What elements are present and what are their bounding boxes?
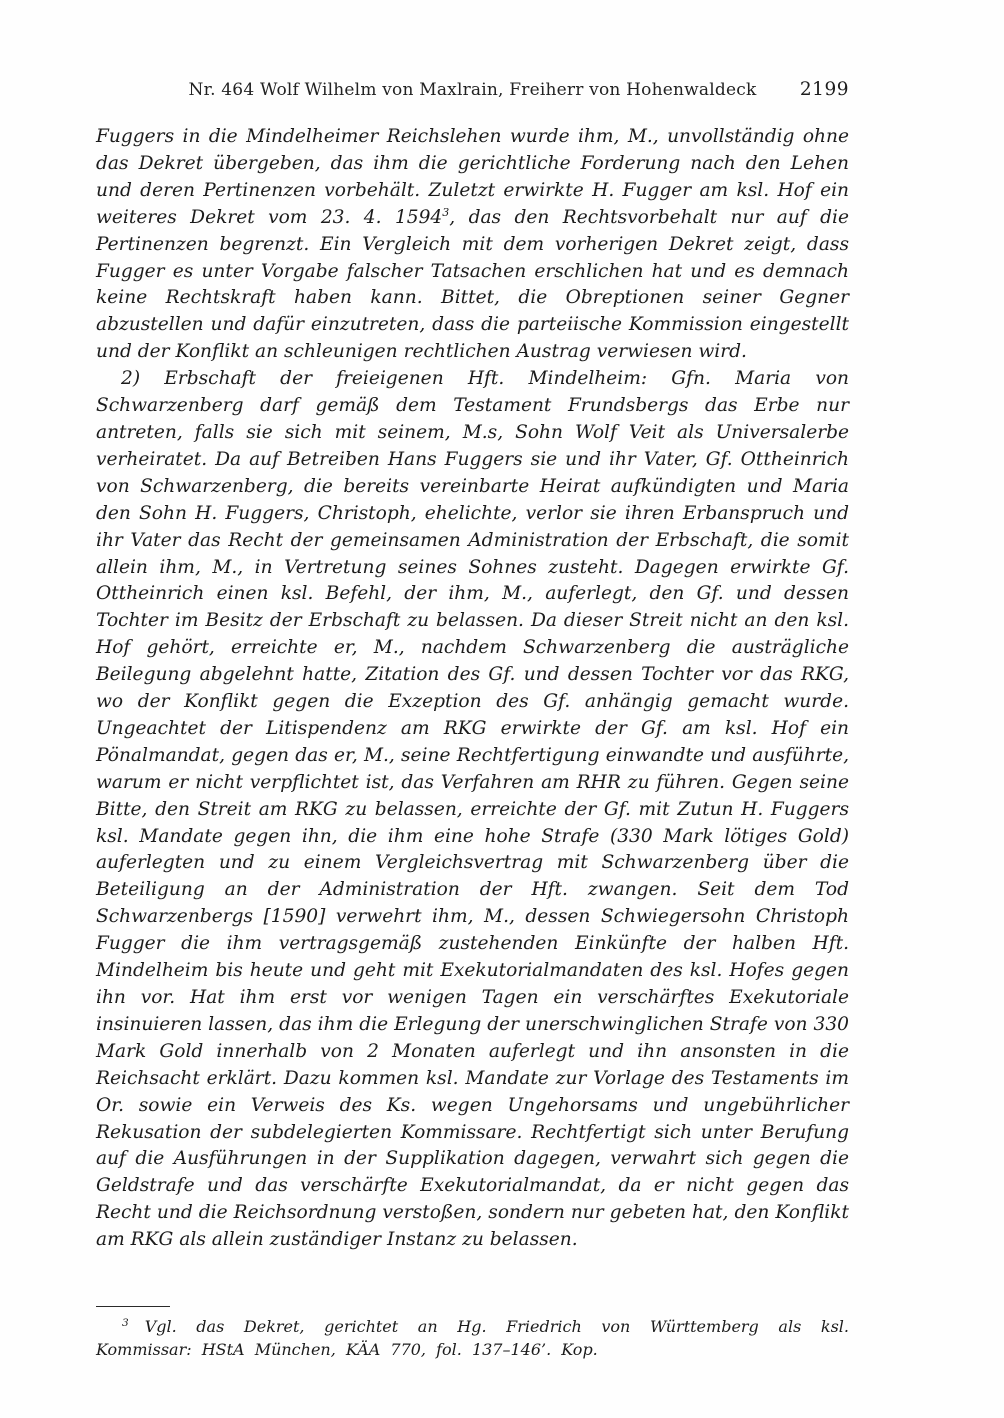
regest-body [96,124,849,1254]
text-column [96,80,849,1362]
footnote-marker: 3 [122,1316,129,1329]
footnote-3 [96,1316,849,1362]
paragraph-1-text-after-note: , das den Rechtsvorbehalt nur auf die Pertinenzen begrenzt. Ein Vergleich mit dem vorherigen Dekret zeigt, dass Fugger es unter Vorgabe falscher Tatsachen erschlichen hat und es demnach keine Rechtskraft haben kann. Bittet, die Obreptionen seiner Gegner abzustellen und dafür einzutreten, dass die parteiische Kommission eingestellt und der Konflikt an schleunigen rechtlichen Austrag verwiesen wird. [96,206,849,363]
running-header [96,80,849,108]
page-number: 2199 [799,79,849,100]
footnote-reference-3: 3 [442,205,450,219]
paragraph-1 [96,124,849,366]
paragraph-2: 2) Erbschaft der freieigenen Hft. Mindelheim: Gfn. Maria von Schwarzenberg darf gemäß dem Testament Frundsbergs das Erbe nur antreten, falls sie sich mit seinem, M.s, Sohn Wolf Veit als Universalerbe verheiratet. Da auf Betreiben Hans Fuggers sie und ihr Vater, Gf. Ottheinrich von Schwarzenberg, die bereits vereinbarte Heirat aufkündigten und Maria den Sohn H. Fuggers, Christoph, ehelichte, verlor sie ihren Erbanspruch und ihr Vater das Recht der gemeinsamen Administration der Erbschaft, die somit allein ihm, M., in Vertretung seines Sohnes zusteht. Dagegen erwirkte Gf. Ottheinrich einen ksl. Befehl, der ihm, M., auferlegt, den Gf. und dessen Tochter im Besitz der Erbschaft zu belassen. Da dieser Streit nicht an den ksl. Hof gehört, erreichte er, M., nachdem Schwarzenberg die austrägliche Beilegung abgelehnt hatte, Zitation des Gf. und dessen Tochter vor das RKG, wo der Konflikt gegen die Exzeption des Gf. anhängig gemacht wurde. Ungeachtet der Litispendenz am RKG erwirkte der Gf. am ksl. Hof ein Pönalmandat, gegen das er, M., seine Rechtfertigung einwandte und ausführte, warum er nicht verpflichtet ist, das Verfahren am RHR zu führen. Gegen seine Bitte, den Streit am RKG zu belassen, erreichte der Gf. mit Zutun H. Fuggers ksl. Mandate gegen ihn, die ihm eine hohe Strafe (330 Mark lötiges Gold) auferlegten und zu einem Vergleichsvertrag mit Schwarzenberg über die Beteiligung an der Administration der Hft. zwangen. Seit dem Tod Schwarzenbergs [1590] verwehrt ihm, M., dessen Schwiegersohn Christoph Fugger die ihm vertragsgemäß zustehenden Einkünfte der halben Hft. Mindelheim bis heute und geht mit Exekutorialmandaten des ksl. Hofes gegen ihn vor. Hat ihm erst vor wenigen Tagen ein verschärftes Exekutoriale insinuieren lassen, das ihm die Erlegung der unerschwinglichen Strafe von 330 Mark Gold innerhalb von 2 Monaten auferlegt und ihn ansonsten in die Reichsacht erklärt. Dazu kommen ksl. Mandate zur Vorlage des Testaments im Or. sowie ein Verweis des Ks. wegen Ungehorsams und ungebührlicher Rekusation der subdelegierten Kommissare. Rechtfertigt sich unter Berufung auf die Ausführungen in der Supplikation dagegen, verwahrt sich gegen die Geldstrafe und das verschärfte Exekutorialmandat, da er nicht gegen das Recht und die Reichsordnung verstoßen, sondern nur gebeten hat, den Konflikt am RKG als allein zuständiger Instanz zu belassen. [96,368,849,1251]
footnote-section [96,1306,849,1362]
footnote-separator-rule [96,1306,170,1307]
running-header-title: Nr. 464 Wolf Wilhelm von Maxlrain, Freiherr von Hohenwaldeck [188,80,757,100]
footnote-text: Vgl. das Dekret, gerichtet an Hg. Friedrich von Württemberg als ksl. Kommissar: HStA München, KÄA 770, fol. 137–146’. Kop. [96,1317,849,1359]
paragraph-1-text-before-note: Fuggers in die Mindelheimer Reichslehen wurde ihm, M., unvollständig ohne das Dekret übergeben, das ihm die gerichtliche Forderung nach den Lehen und deren Pertinenzen vorbehält. Zuletzt erwirkte H. Fugger am ksl. Hof ein weiteres Dekret vom 23. 4. 1594 [96,126,849,228]
